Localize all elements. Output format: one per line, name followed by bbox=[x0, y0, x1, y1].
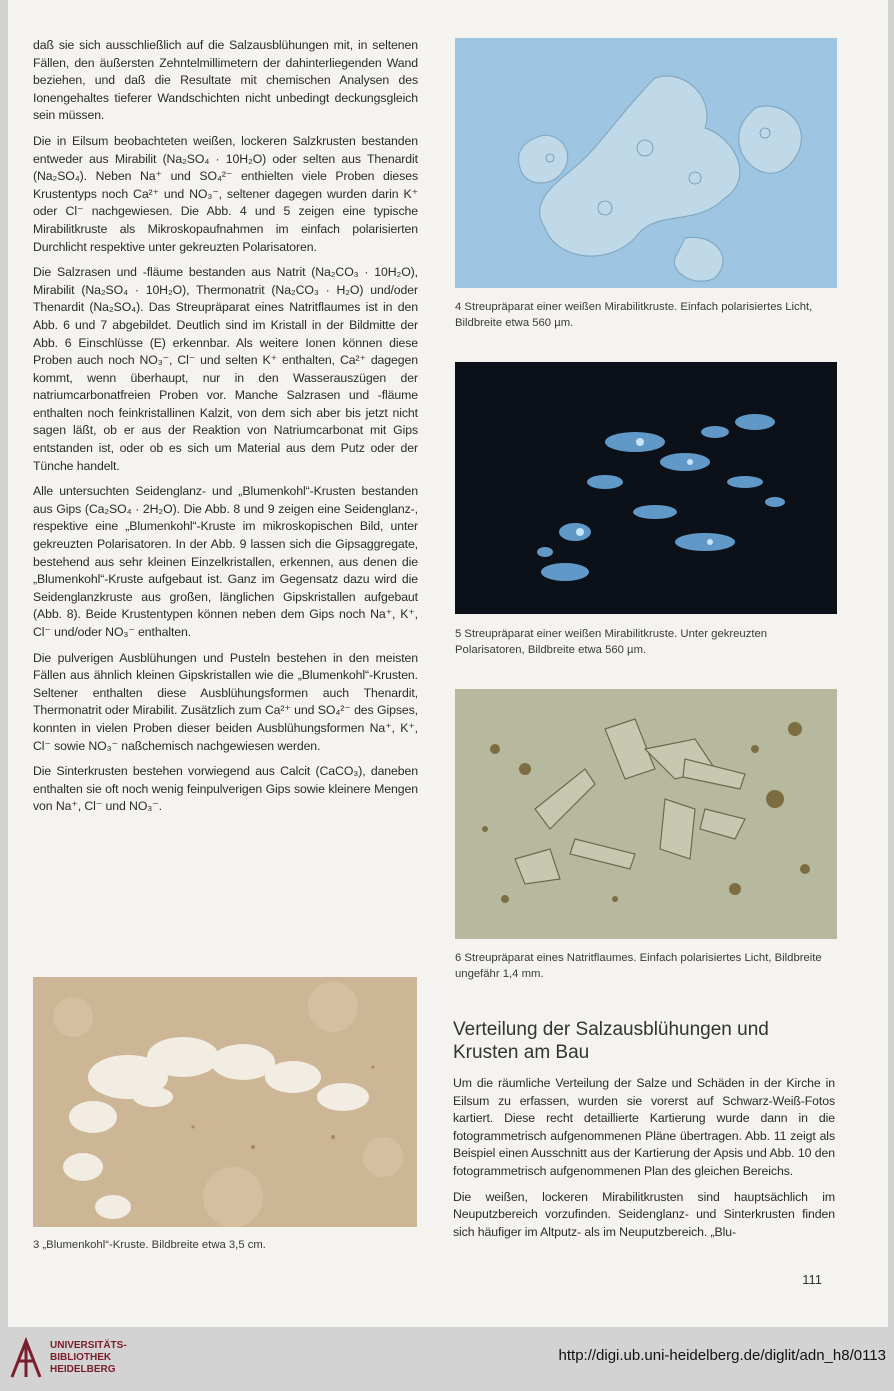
page-number: 111 bbox=[802, 1272, 822, 1287]
cauliflower-crust-image bbox=[33, 977, 417, 1227]
figure-6-caption: 6 Streupräparat eines Natritflaumes. Einfach polarisiertes Licht, Bildbreite ungefähr 1,4 mm. bbox=[455, 952, 822, 980]
page bbox=[8, 0, 888, 1327]
micrograph-natrite-image bbox=[455, 689, 837, 939]
paragraph: Um die räumliche Verteilung der Salze und Schäden in der Kirche in Eilsum zu erfassen, wurden sie vorerst auf Schwarz-Weiß-Fotos kartiert. Diese recht detaillierte Kartierung wurde dann in die fotogrammetrisch aufgenommenen Pläne übertragen. Abb. 11 zeigt als Beispiel einen Ausschnitt aus der Kartierung der Apsis und Abb. 10 den fotogrammetrisch aufgenommenen Plan des gleichen Bereichs. bbox=[453, 1076, 835, 1178]
paragraph: Die Sinterkrusten bestehen vorwiegend aus Calcit (CaCO₃), daneben enthalten sie oft noch wenig feinpulverigen Gips sowie kleinere Mengen von Na⁺, Cl⁻ und NO₃⁻. bbox=[33, 764, 418, 814]
library-name bbox=[50, 1340, 127, 1376]
library-name-line: BIBLIOTHEK bbox=[50, 1352, 112, 1363]
figure-5-photo bbox=[455, 362, 837, 614]
right-column-text bbox=[453, 1075, 835, 1249]
figure-3-caption: 3 „Blumenkohl“-Kruste. Bildbreite etwa 3,5 cm. bbox=[33, 1239, 266, 1251]
section-heading: Verteilung der Salzausblühungen und Krusten am Bau bbox=[453, 1019, 769, 1063]
micrograph-crossed-polarizers-image bbox=[455, 362, 837, 614]
figure-6-photo bbox=[455, 689, 837, 939]
digitization-url-link[interactable]: http://digi.ub.uni-heidelberg.de/diglit/adn_h8/0113 bbox=[558, 1347, 886, 1364]
figure-5-caption: 5 Streupräparat einer weißen Mirabilitkruste. Unter gekreuzten Polarisatoren, Bildbreite etwa 560 µm. bbox=[455, 628, 768, 656]
paragraph: Die Salzrasen und -fläume bestanden aus Natrit (Na₂CO₃ · 10H₂O), Mirabilit (Na₂SO₄ · 10H₂O), Thermonatrit (Na₂CO₃ · H₂O) und/oder Thenardit (Na₂SO₄). Das Streupräparat eines Natritflaumes ist in den Abb. 6 und 7 abgebildet. Deutlich sind im Kristall in der Bildmitte der Abb. 6 Einschlüsse (E) erkennbar. Als weitere Ionen können diese Proben auch noch NO₃⁻, Cl⁻ und selten K⁺ enthalten, Ca²⁺ dagegen kommt, wenn überhaupt, nur in den Wasserauszügen der natriumcarbonatfreien Proben vor. Manche Salzrasen und -fläume enthalten noch feinkristallinen Kalzit, von dem sich aber bis jetzt nicht sagen läßt, ob er aus der Reaktion von Natriumcarbonat mit Gips entstanden ist, oder ob es sich um Material aus dem Putz oder der Tünche handelt. bbox=[33, 265, 418, 473]
footer-bar bbox=[0, 1327, 894, 1391]
paragraph: daß sie sich ausschließlich auf die Salzausblühungen mit, in seltenen Fällen, den äußersten Zehntelmillimetern der dahinterliegenden Wand beziehen, und daß die Resultate mit chemischen Analysen des Ionengehaltes tieferer Wandschichten nicht unbedingt deckungsgleich sein müssen. bbox=[33, 38, 418, 123]
figure-4-photo bbox=[455, 38, 837, 288]
paragraph: Die in Eilsum beobachteten weißen, lockeren Salzkrusten bestanden entweder aus Mirabilit (Na₂SO₄ · 10H₂O) oder selten aus Thenardit (Na₂SO₄). Neben Na⁺ und SO₄²⁻ enthielten viele Proben dieses Krustentyps noch Ca²⁺ und NO₃⁻, seltener dagegen wurden darin K⁺ oder Cl⁻ nachgewiesen. Die Abb. 4 und 5 zeigen eine typische Mirabilitkruste als Mikroskopaufnahmen im einfach polarisierten Durchlicht respektive unter gekreuzten Polarisatoren. bbox=[33, 133, 418, 254]
figure-3-photo bbox=[33, 977, 417, 1227]
left-column-text bbox=[33, 37, 418, 824]
library-logo-icon bbox=[8, 1337, 44, 1381]
figure-4-caption: 4 Streupräparat einer weißen Mirabilitkruste. Einfach polarisiertes Licht, Bildbreite etwa 560 µm. bbox=[455, 301, 813, 329]
library-name-line: HEIDELBERG bbox=[50, 1364, 116, 1375]
micrograph-mirabilite-image bbox=[455, 38, 837, 288]
paragraph: Die weißen, lockeren Mirabilitkrusten sind hauptsächlich im Neuputzbereich vorzufinden. Seidenglanz- und Sinterkrusten finden sich häufiger im Altputz- als im Neuputzbereich. „Blu- bbox=[453, 1189, 835, 1239]
paragraph: Alle untersuchten Seidenglanz- und „Blumenkohl“-Krusten bestanden aus Gips (Ca₂SO₄ · 2H₂O). Die Abb. 8 und 9 zeigen eine Seidenglanz-, respektive eine „Blumenkohl“-Kruste im mikroskopischen Bild, unter gekreuzten Polarisatoren. In der Abb. 9 lassen sich die Gipsaggregate, bestehend aus sehr kleinen Einzelkristallen, erkennen, aus denen die „Blumenkohl“-Kruste aufgebaut ist. Ganz im Gegensatz dazu wird die Seidenglanzkruste aus großen, länglichen Gipskristallen aufgebaut (Abb. 8). Beide Krustentypen können neben dem Gips noch Na⁺, K⁺, Cl⁻ und/oder NO₃⁻ enthalten. bbox=[33, 484, 418, 639]
paragraph: Die pulverigen Ausblühungen und Pusteln bestehen in den meisten Fällen aus ähnlich kleinen Gipskristallen wie die „Blumenkohl“-Krusten. Seltener enthalten diese Ausblühungsformen auch Thenardit, Thermonatrit oder Mirabilit. Zusätzlich zum Ca²⁺ und SO₄²⁻ des Gipses, konnten in vielen Proben dieser beiden Ausblühungsformen Na⁺, K⁺, Cl⁻ sowie NO₃⁻ naßchemisch nachgewiesen werden. bbox=[33, 650, 418, 753]
library-name-line: UNIVERSITÄTS- bbox=[50, 1340, 127, 1351]
